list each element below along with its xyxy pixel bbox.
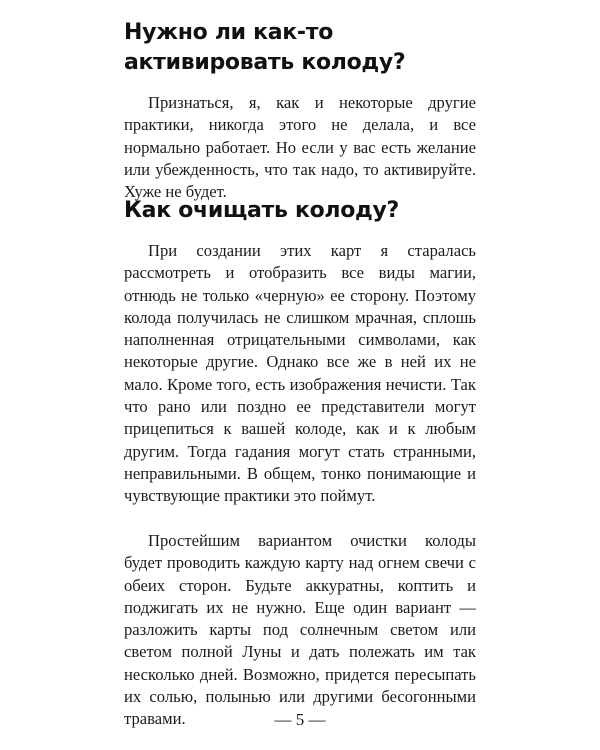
page-number: — 5 — [274, 710, 326, 729]
paragraph-cleansing-methods: Простейшим вариантом очистки колоды будет проводить каждую карту над огнем свечи с обеих сторон. Будьте аккуратны, коптить и поджигать их не нужно. Еще один вариант — разложить карты под солнечным светом или светом полной Луны и дать полежать им так несколько дней. Возможно, придется пересыпать их солью, полынью или другими бесогонными травами. [124, 531, 476, 729]
paragraph-cleansing-intro: При создании этих карт я старалась рассмотреть и отобразить все виды магии, отнюдь не только «черную» ее сторону. Поэтому колода получилась не слишком мрачная, сплошь наполненная отрицательными символами, как некоторые другие. Однако все же в ней их не мало. Кроме того, есть изображения нечисти. Так что рано или поздно ее представители могут прицепиться к вашей колоде, как и к любым другим. Тогда гадания могут стать странными, неправильными. В общем, тонко понимающие и чувствующие практики это поймут. [124, 241, 476, 506]
section-heading-cleansing: Как очищать колоду? [124, 198, 399, 223]
paragraph-activation: Признаться, я, как и некоторые другие практики, никогда этого не делала, и все нормально работает. Но если у вас есть желание или убежденность, что так надо, то активируйте. Хуже не будет. [124, 93, 476, 202]
section-heading-activation: Нужно ли как-то активировать колоду? [124, 20, 406, 75]
